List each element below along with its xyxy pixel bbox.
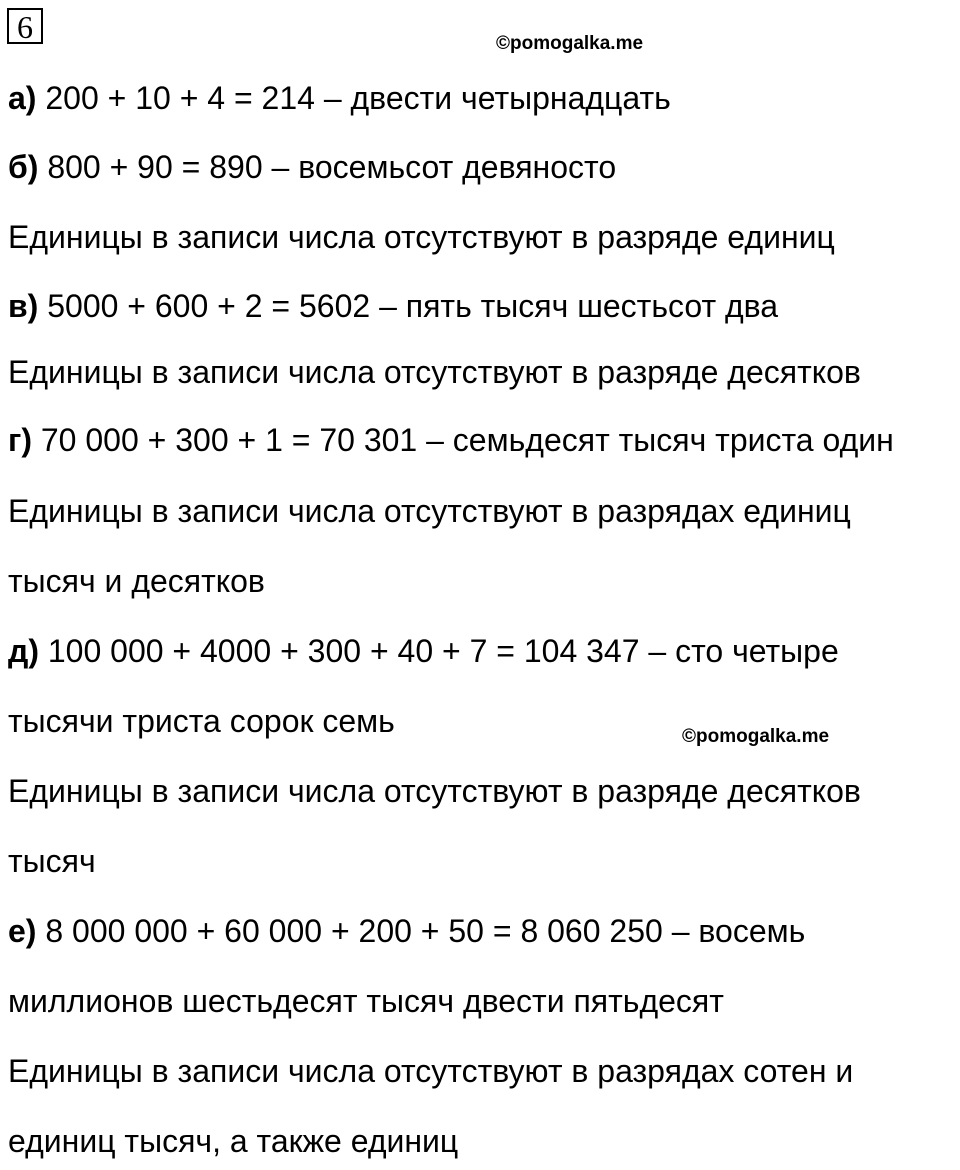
line-text: тысяч bbox=[8, 843, 96, 879]
solution-line-v bbox=[8, 286, 778, 326]
line-label: г) bbox=[8, 422, 32, 458]
watermark-top: ©pomogalka.me bbox=[496, 33, 644, 54]
line-label: д) bbox=[8, 633, 39, 669]
line-text: 5000 + 600 + 2 = 5602 – пять тысяч шестьсот два bbox=[38, 288, 779, 324]
explanation-line-continued bbox=[8, 561, 265, 601]
line-text: тысяч и десятков bbox=[8, 563, 265, 599]
explanation-line bbox=[8, 217, 835, 257]
solution-line-e-continued bbox=[8, 981, 724, 1021]
line-label: а) bbox=[8, 80, 37, 116]
line-text: миллионов шестьдесят тысяч двести пятьдесят bbox=[8, 983, 724, 1019]
line-label: б) bbox=[8, 149, 39, 185]
line-text: Единицы в записи числа отсутствуют в разрядах сотен и bbox=[8, 1053, 854, 1089]
line-text: Единицы в записи числа отсутствуют в разрядах единиц bbox=[8, 493, 851, 529]
line-label: в) bbox=[8, 288, 39, 324]
line-text: Единицы в записи числа отсутствуют в разряде единиц bbox=[8, 219, 835, 255]
explanation-line bbox=[8, 352, 861, 392]
line-text: Единицы в записи числа отсутствуют в разряде десятков bbox=[8, 773, 861, 809]
solution-line-g bbox=[8, 420, 894, 460]
explanation-line-continued bbox=[8, 1121, 458, 1161]
solution-line-e bbox=[8, 911, 805, 951]
line-text: 200 + 10 + 4 = 214 – двести четырнадцать bbox=[36, 80, 671, 116]
solution-line-d-continued bbox=[8, 701, 395, 741]
solution-line-d bbox=[8, 631, 839, 671]
line-text: 70 000 + 300 + 1 = 70 301 – семьдесят тысяч триста один bbox=[31, 422, 894, 458]
line-text: тысячи триста сорок семь bbox=[8, 703, 395, 739]
line-text: 800 + 90 = 890 – восемьсот девяносто bbox=[38, 149, 617, 185]
watermark-middle: ©pomogalka.me bbox=[682, 726, 830, 747]
line-text: Единицы в записи числа отсутствуют в разряде десятков bbox=[8, 354, 861, 390]
line-label: е) bbox=[8, 913, 37, 949]
solution-line-a bbox=[8, 78, 671, 118]
solution-line-b bbox=[8, 147, 616, 187]
task-number-box: 6 bbox=[7, 8, 43, 44]
explanation-line bbox=[8, 771, 861, 811]
explanation-line bbox=[8, 491, 851, 531]
explanation-line-continued bbox=[8, 841, 96, 881]
line-text: единиц тысяч, а также единиц bbox=[8, 1123, 459, 1159]
explanation-line bbox=[8, 1051, 853, 1091]
line-text: 8 000 000 + 60 000 + 200 + 50 = 8 060 250 – восемь bbox=[36, 913, 806, 949]
line-text: 100 000 + 4000 + 300 + 40 + 7 = 104 347 – сто четыре bbox=[38, 633, 839, 669]
